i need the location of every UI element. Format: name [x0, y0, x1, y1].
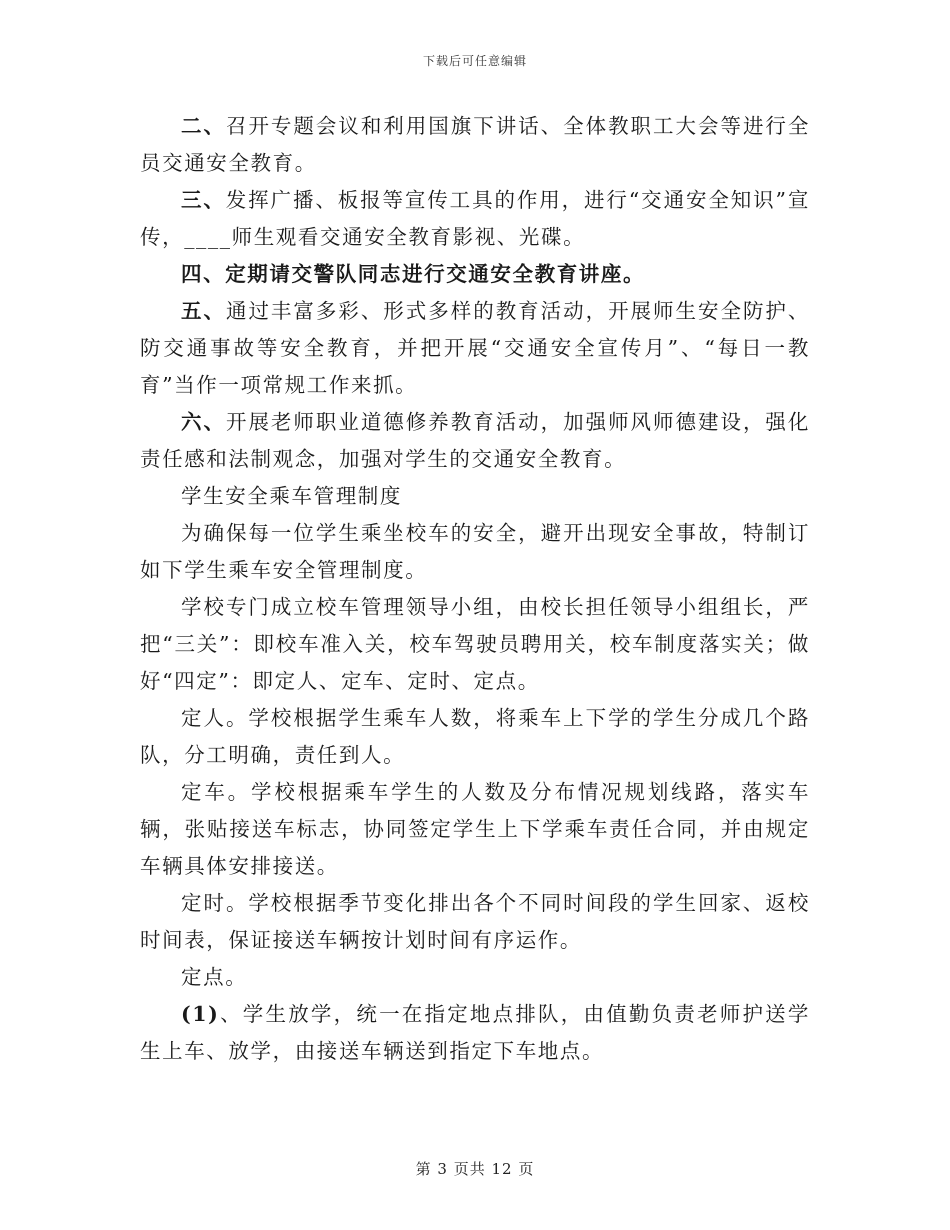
paragraph-3	[140, 182, 810, 256]
paragraph-4-text: 四、定期请交警队同志进行交通安全教育讲座。	[181, 262, 646, 286]
section-title-bus-safety	[140, 478, 810, 515]
page-number-footer: 第 3 页共 12 页	[415, 1160, 535, 1178]
paragraph-fixed-location-text: 定点。	[181, 965, 248, 989]
paragraph-fixed-vehicle-text: 定车。学校根据乘车学生的人数及分布情况规划线路，落实车辆，张贴接送车标志，协同签定学生上下学乘车责任合同，并由规定车辆具体安排接送。	[140, 780, 810, 878]
document-body	[140, 108, 810, 1070]
paragraph-management-group	[140, 589, 810, 700]
paragraph-fixed-location	[140, 959, 810, 996]
paragraph-5	[140, 293, 810, 404]
paragraph-purpose	[140, 515, 810, 589]
paragraph-item-1-text: 、学生放学，统一在指定地点排队，由值勤负责老师护送学生上车、放学，由接送车辆送到指定下车地点。	[140, 1002, 810, 1063]
paragraph-item-1-number: (1)	[181, 1002, 220, 1026]
paragraph-6-number: 六、	[181, 410, 226, 434]
paragraph-3-text: 发挥广播、板报等宣传工具的作用，进行“交通安全知识”宣传，____师生观看交通安全教育影视、光碟。	[140, 188, 810, 249]
paragraph-6	[140, 404, 810, 478]
paragraph-fixed-people	[140, 700, 810, 774]
page-header-note: 下载后可任意编辑	[422, 54, 527, 68]
paragraph-4	[140, 256, 810, 293]
paragraph-5-number: 五、	[181, 299, 226, 323]
paragraph-fixed-vehicle	[140, 774, 810, 885]
paragraph-2-text: 召开专题会议和利用国旗下讲话、全体教职工大会等进行全员交通安全教育。	[140, 114, 810, 175]
paragraph-2-number: 二、	[181, 114, 226, 138]
paragraph-5-text: 通过丰富多彩、形式多样的教育活动，开展师生安全防护、防交通事故等安全教育，并把开展“交通安全宣传月”、“每日一教育”当作一项常规工作来抓。	[140, 299, 810, 397]
paragraph-item-1	[140, 996, 810, 1070]
paragraph-fixed-time	[140, 885, 810, 959]
paragraph-fixed-people-text: 定人。学校根据学生乘车人数，将乘车上下学的学生分成几个路队，分工明确，责任到人。	[140, 706, 810, 767]
paragraph-purpose-text: 为确保每一位学生乘坐校车的安全，避开出现安全事故，特制订如下学生乘车安全管理制度。	[140, 521, 810, 582]
section-title-text: 学生安全乘车管理制度	[181, 484, 402, 508]
paragraph-management-group-text: 学校专门成立校车管理领导小组，由校长担任领导小组组长，严把“三关”：即校车准入关，校车驾驶员聘用关，校车制度落实关；做好“四定”：即定人、定车、定时、定点。	[140, 595, 810, 693]
paragraph-3-number: 三、	[181, 188, 226, 212]
paragraph-fixed-time-text: 定时。学校根据季节变化排出各个不同时间段的学生回家、返校时间表，保证接送车辆按计划时间有序运作。	[140, 891, 810, 952]
paragraph-2	[140, 108, 810, 182]
paragraph-6-text: 开展老师职业道德修养教育活动，加强师风师德建设，强化责任感和法制观念，加强对学生的交通安全教育。	[140, 410, 810, 471]
